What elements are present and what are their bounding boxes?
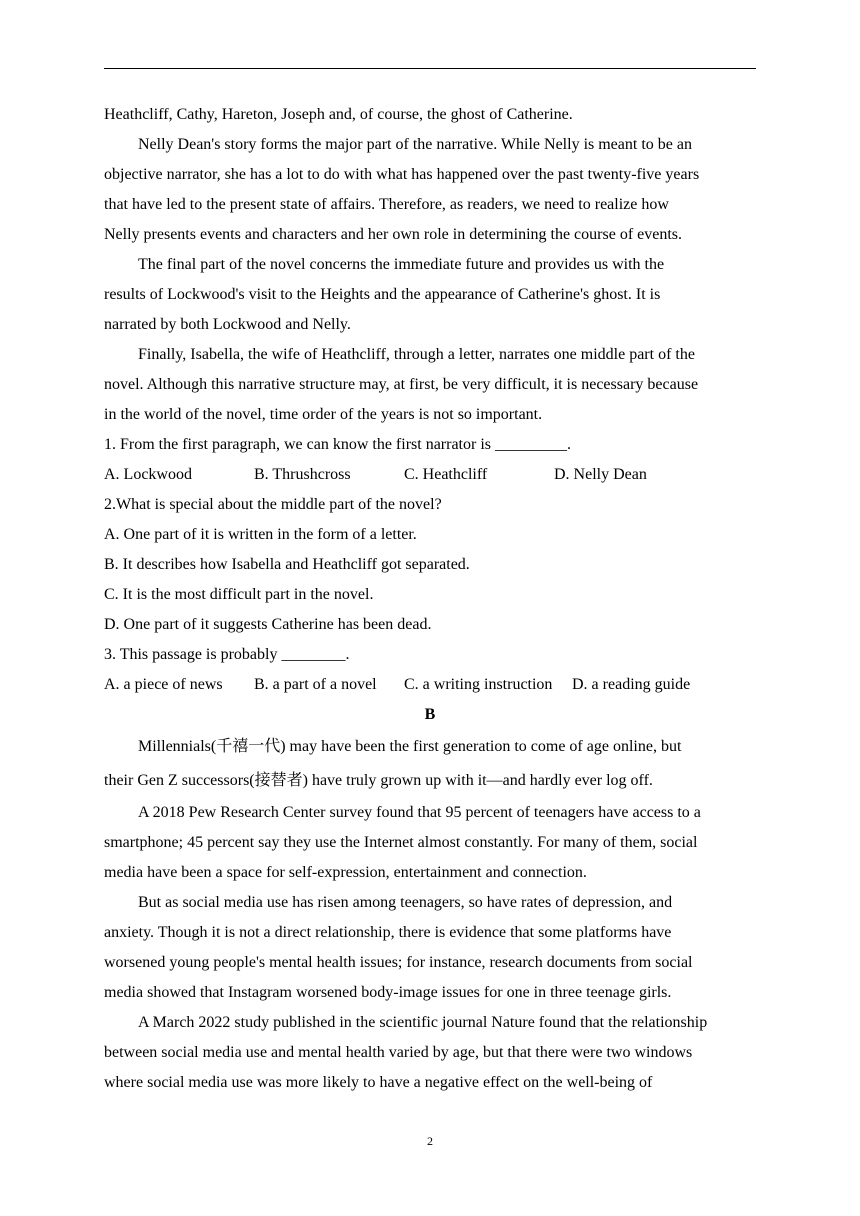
option-c: C. It is the most difficult part in the novel. [104,586,374,603]
option-d: D. a reading guide [572,676,691,693]
option-a: A. a piece of news [104,676,223,693]
paragraph-line: worsened young people's mental health issues; for instance, research documents from social [104,954,693,971]
paragraph-line: where social media use was more likely to have a negative effect on the well-being of [104,1074,653,1091]
paragraph-line: A March 2022 study published in the scientific journal Nature found that the relationship [138,1014,708,1031]
question-3-stem: 3. This passage is probably ________. [104,646,350,663]
paragraph-line: smartphone; 45 percent say they use the Internet almost constantly. For many of them, social [104,834,698,851]
paragraph-line: Heathcliff, Cathy, Hareton, Joseph and, of course, the ghost of Catherine. [104,106,573,123]
paragraph-line: results of Lockwood's visit to the Heights and the appearance of Catherine's ghost. It is [104,286,661,303]
paragraph-line: between social media use and mental health varied by age, but that there were two windows [104,1044,693,1061]
paragraph-line: in the world of the novel, time order of the years is not so important. [104,406,543,423]
question-1-options [104,460,756,490]
paragraph-line: The final part of the novel concerns the immediate future and provides us with the [138,256,665,273]
option-b: B. Thrushcross [254,466,351,483]
option-d: D. One part of it suggests Catherine has been dead. [104,616,432,633]
paragraph-line: media showed that Instagram worsened body-image issues for one in three teenage girls. [104,984,672,1001]
paragraph-line: novel. Although this narrative structure may, at first, be very difficult, it is necessary because [104,376,699,393]
paragraph-line: narrated by both Lockwood and Nelly. [104,316,351,333]
page-number: 2 [427,1134,433,1148]
option-b: B. a part of a novel [254,676,377,693]
paragraph-line: their Gen Z successors(接替者) have truly grown up with it—and hardly ever log off. [104,772,653,789]
paragraph-line: Millennials(千禧一代) may have been the first generation to come of age online, but [138,738,682,755]
paragraph-line: Finally, Isabella, the wife of Heathcliff, through a letter, narrates one middle part of the [138,346,695,363]
section-heading-b: B [424,706,436,723]
option-c: C. Heathcliff [404,466,488,483]
paragraph-line: But as social media use has risen among teenagers, so have rates of depression, and [138,894,673,911]
question-3-options [104,670,756,700]
paragraph-line: objective narrator, she has a lot to do with what has happened over the past twenty-five years [104,166,700,183]
paragraph-line: anxiety. Though it is not a direct relationship, there is evidence that some platforms have [104,924,672,941]
paragraph-line: Nelly presents events and characters and her own role in determining the course of events. [104,226,683,243]
option-d: D. Nelly Dean [554,466,647,483]
header-rule [104,68,756,69]
paragraph-line: that have led to the present state of affairs. Therefore, as readers, we need to realize how [104,196,669,213]
question-1-stem: 1. From the first paragraph, we can know the first narrator is _________. [104,436,571,453]
option-a: A. One part of it is written in the form of a letter. [104,526,417,543]
option-b: B. It describes how Isabella and Heathcliff got separated. [104,556,470,573]
paragraph-line: media have been a space for self-expression, entertainment and connection. [104,864,587,881]
question-2-stem: 2.What is special about the middle part of the novel? [104,496,442,513]
paragraph-line: A 2018 Pew Research Center survey found that 95 percent of teenagers have access to a [138,804,701,821]
document-body [104,100,756,1098]
option-c: C. a writing instruction [404,676,553,693]
paragraph-line: Nelly Dean's story forms the major part of the narrative. While Nelly is meant to be an [138,136,692,153]
option-a: A. Lockwood [104,466,192,483]
